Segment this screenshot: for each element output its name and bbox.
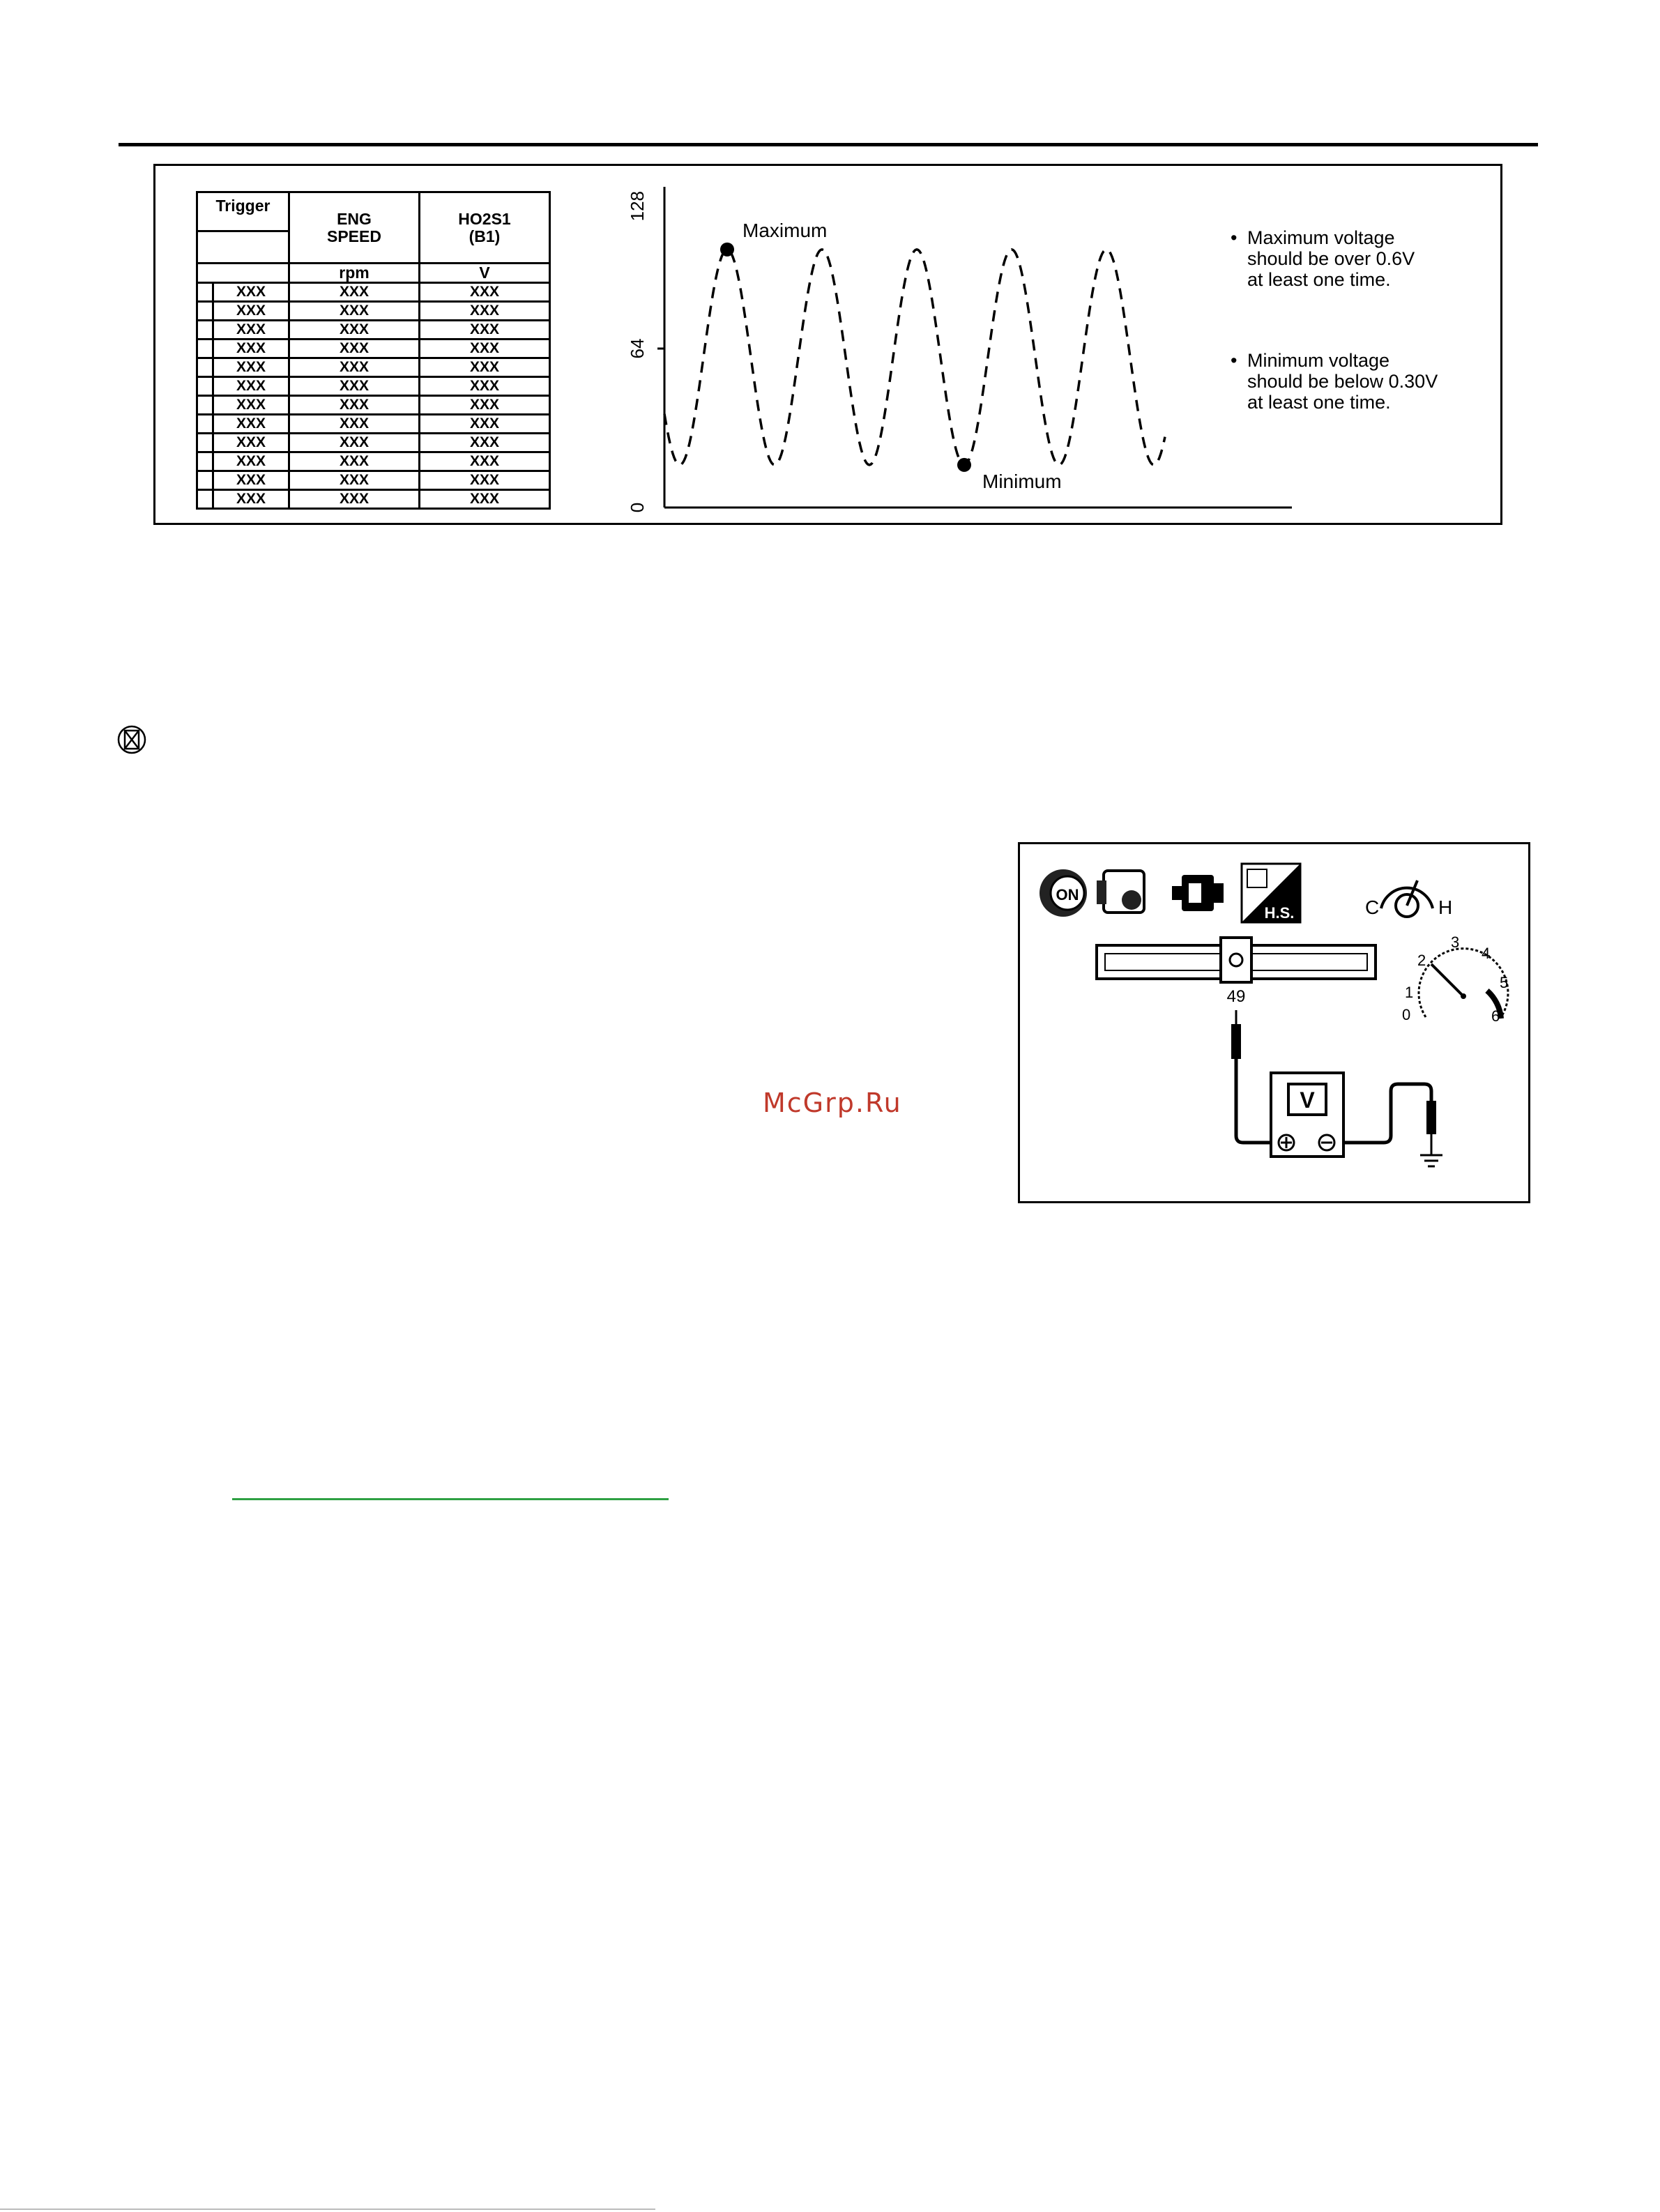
ho2s1-waveform-line xyxy=(664,250,1165,465)
gauge-h-label: H xyxy=(1438,897,1453,918)
trigger-cell: XXX xyxy=(213,377,289,396)
note2-line2: should be below 0.30V xyxy=(1247,371,1438,392)
hyperlink-underline[interactable] xyxy=(232,1498,669,1500)
eng-speed-cell: XXX xyxy=(289,396,420,415)
ignition-on-icon xyxy=(1040,869,1087,917)
trigger-cell: XXX xyxy=(213,358,289,377)
eng-speed-cell: XXX xyxy=(289,471,420,490)
icon-hs-text: H.S. xyxy=(1264,904,1295,922)
ho2s1-cell: XXX xyxy=(420,340,550,358)
ho2s1-line1: HO2S1 xyxy=(458,209,511,228)
caution-icon xyxy=(114,722,149,757)
tick-0: 0 xyxy=(627,502,648,513)
waveform-figure xyxy=(153,164,1502,525)
temperature-gauge-icon xyxy=(1365,880,1452,918)
trigger-header: Trigger xyxy=(197,192,289,231)
eng-speed-cell: XXX xyxy=(289,490,420,509)
ho2s1-cell: XXX xyxy=(420,396,550,415)
tick-128: 128 xyxy=(627,191,648,222)
watermark-text: McGrp.Ru xyxy=(763,1088,902,1118)
note-minimum xyxy=(1231,350,1438,413)
tach-5: 5 xyxy=(1500,974,1509,991)
ho2s1-cell: XXX xyxy=(420,302,550,321)
note1-bullet: • xyxy=(1231,227,1238,248)
ho2s1-cell: XXX xyxy=(420,452,550,471)
icon-on-text: ON xyxy=(1056,886,1079,903)
note1-line1: Maximum voltage xyxy=(1247,227,1395,248)
trigger-cell: XXX xyxy=(213,302,289,321)
eng-speed-cell: XXX xyxy=(289,358,420,377)
trigger-cell: XXX xyxy=(213,471,289,490)
ho2s1-cell: XXX xyxy=(420,377,550,396)
tach-6: 6 xyxy=(1491,1007,1500,1025)
gauge-c-label: C xyxy=(1365,897,1380,918)
ecm-connector xyxy=(1097,938,1376,1006)
voltmeter-diagram xyxy=(1020,844,1528,1201)
ho2s1-cell: XXX xyxy=(420,490,550,509)
voltmeter-check-figure xyxy=(1018,842,1530,1203)
tach-0: 0 xyxy=(1402,1006,1411,1023)
tick-64: 64 xyxy=(627,338,648,359)
voltmeter-label: V xyxy=(1300,1088,1315,1113)
note2-line1: Minimum voltage xyxy=(1247,350,1390,371)
note-maximum xyxy=(1231,227,1415,290)
trigger-cell: XXX xyxy=(213,434,289,452)
trigger-cell: XXX xyxy=(213,396,289,415)
eng-speed-cell: XXX xyxy=(289,377,420,396)
waveform-graph xyxy=(155,166,1500,523)
ho2s1-cell: XXX xyxy=(420,321,550,340)
note2-bullet: • xyxy=(1231,350,1238,371)
tachometer-icon xyxy=(1402,933,1508,1025)
ho2s1-line2: (B1) xyxy=(469,227,501,245)
minimum-point xyxy=(957,458,971,472)
top-rule xyxy=(119,143,1538,146)
unit-v: V xyxy=(420,264,550,283)
terminal-49-label: 49 xyxy=(1226,987,1246,1006)
note2-line3: at least one time. xyxy=(1247,392,1391,413)
ho2s1-cell: XXX xyxy=(420,283,550,302)
connector-icon xyxy=(1172,875,1224,911)
eng-speed-cell: XXX xyxy=(289,302,420,321)
note1-line2: should be over 0.6V xyxy=(1247,248,1415,269)
maximum-label: Maximum xyxy=(743,220,828,241)
eng-speed-cell: XXX xyxy=(289,452,420,471)
ho2s1-cell: XXX xyxy=(420,471,550,490)
hs-icon xyxy=(1242,864,1300,922)
eng-speed-cell: XXX xyxy=(289,283,420,302)
eng-speed-cell: XXX xyxy=(289,415,420,434)
ho2s1-cell: XXX xyxy=(420,415,550,434)
ho2s1-cell: XXX xyxy=(420,434,550,452)
unit-rpm: rpm xyxy=(289,264,420,283)
trigger-cell: XXX xyxy=(213,490,289,509)
voltmeter-icon xyxy=(1271,1073,1343,1157)
tach-3: 3 xyxy=(1451,933,1460,951)
maximum-point xyxy=(720,243,734,257)
minimum-label: Minimum xyxy=(982,471,1062,492)
trigger-cell: XXX xyxy=(213,340,289,358)
eng-speed-cell: XXX xyxy=(289,434,420,452)
eng-speed-cell: XXX xyxy=(289,321,420,340)
eng-speed-line1: ENG xyxy=(337,209,372,228)
note1-line3: at least one time. xyxy=(1247,269,1391,290)
ho2s1-cell: XXX xyxy=(420,358,550,377)
tach-4: 4 xyxy=(1482,945,1491,962)
eng-speed-line2: SPEED xyxy=(327,227,381,245)
eng-speed-cell: XXX xyxy=(289,340,420,358)
tach-1: 1 xyxy=(1405,984,1414,1001)
trigger-cell: XXX xyxy=(213,415,289,434)
trigger-cell: XXX xyxy=(213,321,289,340)
tach-2: 2 xyxy=(1417,952,1426,969)
trigger-cell: XXX xyxy=(213,452,289,471)
bottom-rule xyxy=(0,2209,655,2210)
engine-running-icon xyxy=(1097,871,1144,913)
trigger-cell: XXX xyxy=(213,283,289,302)
